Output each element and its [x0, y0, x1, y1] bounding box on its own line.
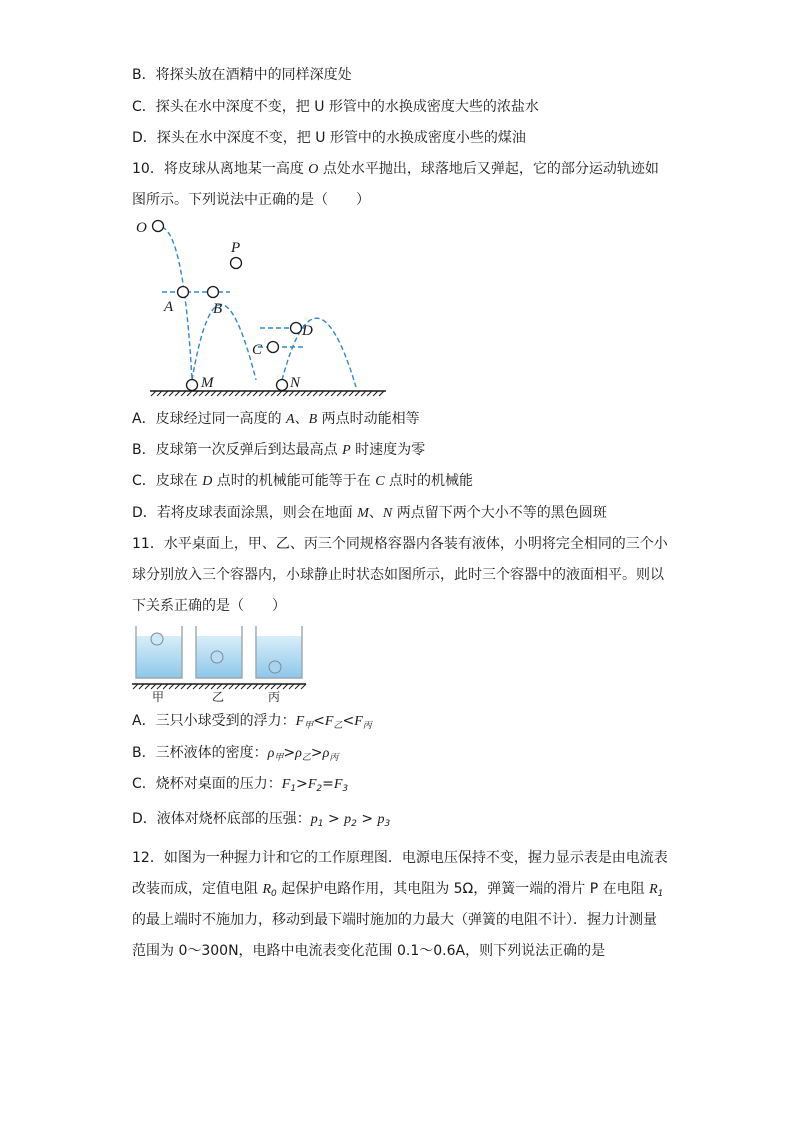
hatch-mark	[259, 684, 264, 689]
hatch-mark	[181, 684, 186, 689]
label-o: O	[136, 220, 147, 236]
ball-m	[187, 380, 198, 391]
container-bing	[256, 626, 302, 678]
three-containers-figure	[132, 622, 312, 702]
hatch-mark	[235, 684, 240, 689]
trajectory-arc-2	[192, 305, 256, 381]
q12-stem-line4: 范围为 0～300N，电路中电流表变化范围 0.1～0.6A，则下列说法正确的是	[132, 943, 606, 959]
hatch-mark	[199, 684, 204, 689]
label-bing: 丙	[268, 690, 281, 704]
ball-p	[231, 258, 242, 269]
ball-yi	[211, 651, 223, 663]
bouncing-ball-figure	[132, 215, 392, 395]
hatch-mark	[187, 684, 192, 689]
container-jia	[136, 626, 182, 678]
hatch-mark	[247, 684, 252, 689]
hatch-mark	[301, 684, 306, 689]
label-b: B	[213, 301, 223, 317]
ball-o	[153, 221, 164, 232]
q9-option-c: C．探头在水中深度不变，把 U 形管中的水换成密度大些的浓盐水	[132, 99, 539, 115]
q11-stem-line1: 11．水平桌面上，甲、乙、丙三个同规格容器内各装有液体，小明将完全相同的三个小	[132, 536, 668, 552]
hatch-mark	[145, 684, 150, 689]
q12-stem-line3: 的最上端时不施加力，移动到最下端时施加的力最大（弹簧的电阻不计）．握力计测量	[132, 912, 657, 928]
q9-option-d: D．探头在水中深度不变，把 U 形管中的水换成密度小些的煤油	[132, 130, 526, 146]
hatch-mark	[283, 684, 288, 689]
q11-option-b: B．三杯液体的密度：$\rho_甲>\rho_乙>\rho_丙$	[132, 745, 339, 763]
hatch-mark	[193, 684, 198, 689]
hatch-mark	[211, 684, 216, 689]
hatch-mark	[169, 684, 174, 689]
label-jia: 甲	[152, 690, 165, 704]
q12-stem-line1: 12．如图为一种握力计和它的工作原理图．电源电压保持不变，握力显示表是由电流表	[132, 850, 668, 866]
label-a: A	[164, 299, 174, 315]
q11-stem-line3: 下关系正确的是（ ）	[132, 598, 286, 614]
q10-option-d: D．若将皮球表面涂黑，则会在地面 M、N 两点留下两个大小不等的黑色圆斑	[132, 505, 607, 521]
hatch-mark	[157, 684, 162, 689]
hatch-mark	[265, 684, 270, 689]
q9-option-b: B．将探头放在酒精中的同样深度处	[132, 67, 352, 83]
hatch-mark	[271, 684, 276, 689]
hatch-mark	[253, 684, 258, 689]
q10-option-a: A．皮球经过同一高度的 A、B 两点时动能相等	[132, 411, 420, 427]
hatch-mark	[175, 684, 180, 689]
container-yi	[196, 626, 242, 678]
hatch-mark	[241, 684, 246, 689]
ball-bing	[269, 661, 281, 673]
table-hatch	[133, 684, 306, 689]
label-n: N	[290, 375, 301, 391]
hatch-mark	[163, 684, 168, 689]
label-d: D	[302, 323, 313, 339]
ball-d	[291, 323, 302, 334]
q10-option-c: C．皮球在 D 点时的机械能可能等于在 C 点时的机械能	[132, 473, 474, 489]
hatch-mark	[277, 684, 282, 689]
hatch-mark	[229, 684, 234, 689]
ball-a	[178, 287, 189, 298]
hatch-mark	[205, 684, 210, 689]
hatch-mark	[133, 684, 138, 689]
hatch-mark	[289, 684, 294, 689]
label-m: M	[201, 375, 214, 391]
ball-b	[208, 287, 219, 298]
label-yi: 乙	[212, 690, 225, 704]
hatch-mark	[151, 684, 156, 689]
q11-option-d: D．液体对烧杯底部的压强：$p_1 > p_2 > p_3$	[132, 811, 391, 829]
q12-stem-line2: 改装而成，定值电阻 $R_0$ 起保护电路作用，其电阻为 5Ω，弹簧一端的滑片 P 在电阻 $R_1$	[132, 881, 664, 899]
ball-c	[268, 342, 279, 353]
label-p: P	[231, 240, 241, 256]
hatch-mark	[223, 684, 228, 689]
q11-stem-line2: 球分别放入三个容器内，小球静止时状态如图所示，此时三个容器中的液面相平。则以	[132, 567, 664, 583]
hatch-mark	[295, 684, 300, 689]
ball-jia	[151, 633, 163, 645]
hatch-mark	[139, 684, 144, 689]
q10-option-b: B．皮球第一次反弹后到达最高点 P 时速度为零	[132, 442, 426, 458]
label-c: C	[252, 342, 263, 358]
q10-stem-line2: 图所示。下列说法中正确的是（ ）	[132, 192, 370, 208]
hatch-mark	[217, 684, 222, 689]
q11-option-a: A．三只小球受到的浮力：$F_甲<F_乙<F_丙$	[132, 713, 372, 731]
ball-n	[277, 380, 288, 391]
q11-option-c: C．烧杯对桌面的压力：$F_1>F_2=F_3$	[132, 776, 349, 794]
q10-stem-line1: 10．将皮球从离地某一高度 O 点处水平抛出，球落地后又弹起，它的部分运动轨迹如	[132, 161, 659, 177]
